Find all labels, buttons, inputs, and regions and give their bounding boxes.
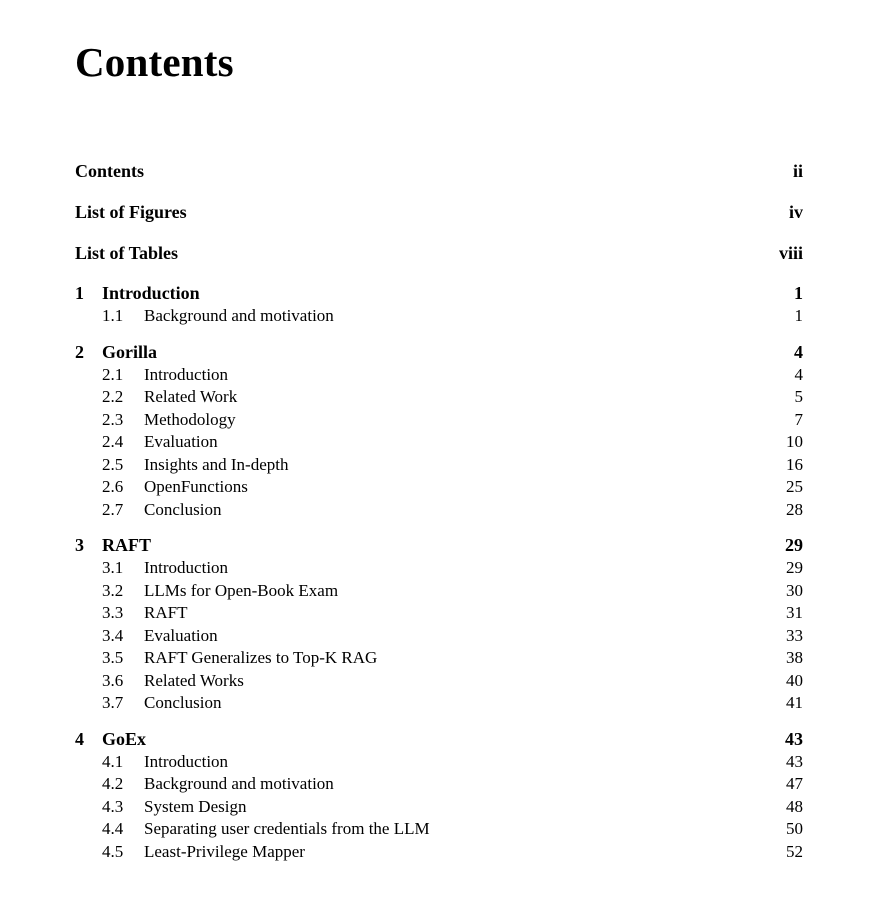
page-title: Contents: [75, 39, 234, 85]
toc-section-number: 3.2: [102, 580, 124, 600]
toc-chapters: [75, 281, 803, 863]
toc-section-row[interactable]: [75, 476, 803, 499]
toc-section-title: RAFT: [144, 602, 191, 625]
toc-section-title: Related Works: [144, 670, 248, 693]
toc-section-row[interactable]: [75, 409, 803, 432]
toc-section-row[interactable]: [75, 557, 803, 580]
toc-section-row[interactable]: [75, 499, 803, 522]
toc-section-page: 7: [794, 409, 803, 429]
toc-section-title: System Design: [144, 796, 250, 819]
toc-section-row[interactable]: [75, 364, 803, 387]
toc-section-row[interactable]: [75, 647, 803, 670]
toc-section-number: 4.2: [102, 774, 124, 793]
toc-chapter-row[interactable]: [75, 340, 803, 364]
toc-section-number: 4.3: [102, 796, 124, 816]
toc-section-number: 4.5: [102, 841, 124, 861]
toc-section-page: 48: [786, 796, 803, 816]
toc-front-page: ii: [792, 161, 803, 181]
toc-chapter-number: 3: [75, 535, 84, 555]
toc-section-row[interactable]: [75, 305, 803, 328]
toc-front-label: List of Tables: [75, 243, 179, 263]
toc-section-number: 2.2: [102, 387, 124, 406]
toc-chapter-title: RAFT: [102, 535, 151, 555]
toc-section-page: 28: [786, 499, 803, 519]
toc-section-row[interactable]: [75, 386, 803, 409]
toc-section-row[interactable]: [75, 602, 803, 625]
toc-section-page: 50: [786, 819, 803, 838]
toc-section-number: 2.3: [102, 409, 124, 429]
toc-section-number: 2.4: [102, 432, 124, 451]
toc-chapter-number: 2: [75, 341, 84, 362]
toc-section-page: 29: [786, 558, 803, 577]
toc-section-page: 4: [794, 364, 803, 384]
toc-section-page: 41: [786, 693, 803, 712]
toc-section-row[interactable]: [75, 773, 803, 796]
toc-chapter: [75, 533, 803, 715]
toc-section-title: Conclusion: [144, 499, 225, 522]
toc-section-row[interactable]: [75, 431, 803, 454]
toc-section-page: 5: [794, 387, 803, 406]
toc-section-number: 4.1: [102, 751, 124, 771]
toc-section-title: Introduction: [144, 751, 232, 774]
toc-chapter: [75, 340, 803, 522]
toc-section-page: 43: [786, 751, 803, 771]
toc-chapter-row[interactable]: [75, 281, 803, 305]
toc-front-label: Contents: [75, 161, 145, 181]
toc-front-page: iv: [788, 202, 803, 222]
toc-front-label: List of Figures: [75, 202, 187, 222]
toc-section-title: Separating user credentials from the LLM: [144, 818, 434, 841]
toc-section-number: 2.1: [102, 364, 124, 384]
toc-chapter-row[interactable]: [75, 727, 803, 751]
toc-section-title: Methodology: [144, 409, 240, 432]
toc-front-page: viii: [778, 243, 803, 263]
toc-chapter-row[interactable]: [75, 533, 803, 557]
toc-section-page: 38: [786, 648, 803, 667]
toc-section-row[interactable]: [75, 751, 803, 774]
toc-chapter-page: 4: [794, 341, 803, 362]
toc-chapter-title: Introduction: [102, 283, 200, 303]
toc-section-number: 3.5: [102, 648, 124, 667]
toc-section-title: LLMs for Open-Book Exam: [144, 580, 342, 603]
toc-chapter-number: 1: [75, 283, 84, 303]
toc-chapter-page: 43: [785, 728, 803, 749]
toc-section-title: Insights and In-depth: [144, 454, 292, 477]
toc-section-title: Related Work: [144, 386, 241, 409]
toc-section-page: 10: [786, 432, 803, 451]
toc-section-title: Evaluation: [144, 431, 222, 454]
toc-chapter-number: 4: [75, 728, 84, 749]
toc-section-number: 2.5: [102, 454, 124, 474]
toc-section-page: 40: [786, 670, 803, 690]
toc-section-number: 4.4: [102, 819, 124, 838]
toc-front-matter-1[interactable]: [75, 199, 803, 240]
toc-section-page: 31: [786, 603, 803, 622]
toc-section-number: 1.1: [102, 306, 124, 325]
toc-section-row[interactable]: [75, 625, 803, 648]
toc-section-row[interactable]: [75, 692, 803, 715]
toc-section-row[interactable]: [75, 841, 803, 864]
toc-section-page: 52: [786, 841, 803, 861]
toc-section-row[interactable]: [75, 818, 803, 841]
toc-section-page: 25: [786, 477, 803, 496]
toc-section-number: 2.7: [102, 499, 124, 519]
toc-section-number: 2.6: [102, 477, 124, 496]
toc-section-title: Evaluation: [144, 625, 222, 648]
toc-section-title: Introduction: [144, 557, 232, 580]
toc-section-row[interactable]: [75, 796, 803, 819]
toc-section-title: OpenFunctions: [144, 476, 252, 499]
toc-chapter: [75, 281, 803, 328]
toc-chapter: [75, 727, 803, 864]
toc-section-number: 3.1: [102, 558, 124, 577]
toc-section-page: 30: [786, 580, 803, 600]
toc-section-title: Introduction: [144, 364, 232, 387]
table-of-contents: [75, 158, 803, 863]
toc-section-page: 1: [794, 306, 803, 325]
toc-section-title: Least-Privilege Mapper: [144, 841, 309, 864]
toc-section-row[interactable]: [75, 670, 803, 693]
toc-section-number: 3.3: [102, 603, 124, 622]
toc-section-number: 3.4: [102, 625, 124, 645]
toc-section-row[interactable]: [75, 454, 803, 477]
toc-section-row[interactable]: [75, 580, 803, 603]
toc-section-number: 3.6: [102, 670, 124, 690]
toc-front-matter-0[interactable]: [75, 158, 803, 199]
toc-section-page: 47: [786, 774, 803, 793]
toc-chapter-title: Gorilla: [102, 341, 157, 362]
toc-section-title: Background and motivation: [144, 773, 338, 796]
toc-front-matter-2[interactable]: [75, 240, 803, 281]
toc-section-title: Background and motivation: [144, 305, 338, 328]
toc-section-page: 33: [786, 625, 803, 645]
toc-chapter-page: 29: [785, 535, 803, 555]
toc-section-title: Conclusion: [144, 692, 225, 715]
toc-section-page: 16: [786, 454, 803, 474]
toc-chapter-page: 1: [794, 283, 803, 303]
toc-section-title: RAFT Generalizes to Top-K RAG: [144, 647, 381, 670]
toc-section-number: 3.7: [102, 693, 124, 712]
toc-chapter-title: GoEx: [102, 728, 147, 749]
